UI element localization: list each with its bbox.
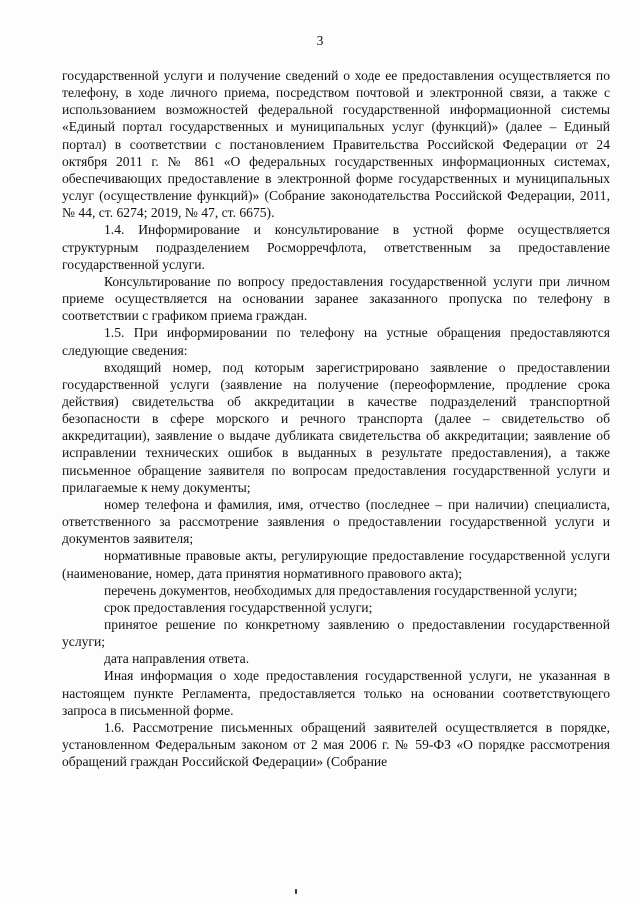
- list-item-response-date: дата направления ответа.: [104, 651, 250, 667]
- list-item-incoming-number: входящий номер, под которым зарегистрировано заявление о предоставлении государственной услуги (заявление на получение (переоформление, продление срока действия) свидетельства об аккредитации в качестве подразделений транспортной безопасности в сфере морского и речного транспорта (далее – свидетельство об аккредитации), заявление о выдаче дубликата свидетельства об аккредитации; заявление об исправлении технических ошибок в выданных в результате предоставления), а также письменное обращение заявителя по вопросам предоставления государственной услуги и прилагаемые к нему документы;: [62, 359, 610, 495]
- document-body: [62, 67, 610, 770]
- list-item-phone-name: номер телефона и фамилия, имя, отчество (последнее – при наличии) специалиста, ответственного за рассмотрение заявления о предоставлении государственной услуги и документов заявителя;: [62, 496, 610, 547]
- scan-artifact: [295, 889, 297, 894]
- paragraph-1-6: 1.6. Рассмотрение письменных обращений заявителей осуществляется в порядке, установленном Федеральным законом от 2 мая 2006 г. № 59-ФЗ «О порядке рассмотрения обращений граждан Российской Федерации» (Собрание: [62, 719, 610, 770]
- paragraph-1-4: 1.4. Информирование и консультирование в устной форме осуществляется структурным подразделением Росморречфлота, ответственным за предоставление государственной услуги.: [62, 222, 610, 272]
- list-item-document-list: перечень документов, необходимых для предоставления государственной услуги;: [104, 582, 578, 598]
- list-item-service-term: срок предоставления государственной услуги;: [104, 599, 373, 615]
- paragraph-consultation: Консультирование по вопросу предоставления государственной услуги при личном приеме осуществляется на основании заранее заказанного пропуска по телефону в соответствии с графиком приема граждан.: [62, 273, 610, 324]
- paragraph-continuation: государственной услуги и получение сведений о ходе ее предоставления осуществляется по телефону, в ходе личного приема, посредством почтовой и электронной связи, а также с использованием возможностей федеральной государственной информационной системы «Единый портал государственных и муниципальных услуг (функций)» (далее – Единый портал) в соответствии с постановлением Правительства Российской Федерации от 24 октября 2011 г. № 861 «О федеральных государственных информационных системах, обеспечивающих предоставление в электронной форме государственных и муниципальных услуг (осуществление функций)» (Собрание законодательства Российской Федерации, 2011, № 44, ст. 6274; 2019, № 47, ст. 6675).: [62, 68, 610, 221]
- list-item-legal-acts: нормативные правовые акты, регулирующие предоставление государственной услуги (наименование, номер, дата принятия нормативного правового акта);: [62, 548, 610, 581]
- paragraph-1-5: 1.5. При информировании по телефону на устные обращения предоставляются следующие сведения:: [62, 325, 610, 358]
- list-item-decision: принятое решение по конкретному заявлению о предоставлении государственной услуги;: [62, 617, 610, 650]
- page-number: 3: [316, 33, 324, 48]
- paragraph-other-info: Иная информация о ходе предоставления государственной услуги, не указанная в настоящем пункте Регламента, предоставляется только на основании соответствующего запроса в письменной форме.: [62, 668, 610, 718]
